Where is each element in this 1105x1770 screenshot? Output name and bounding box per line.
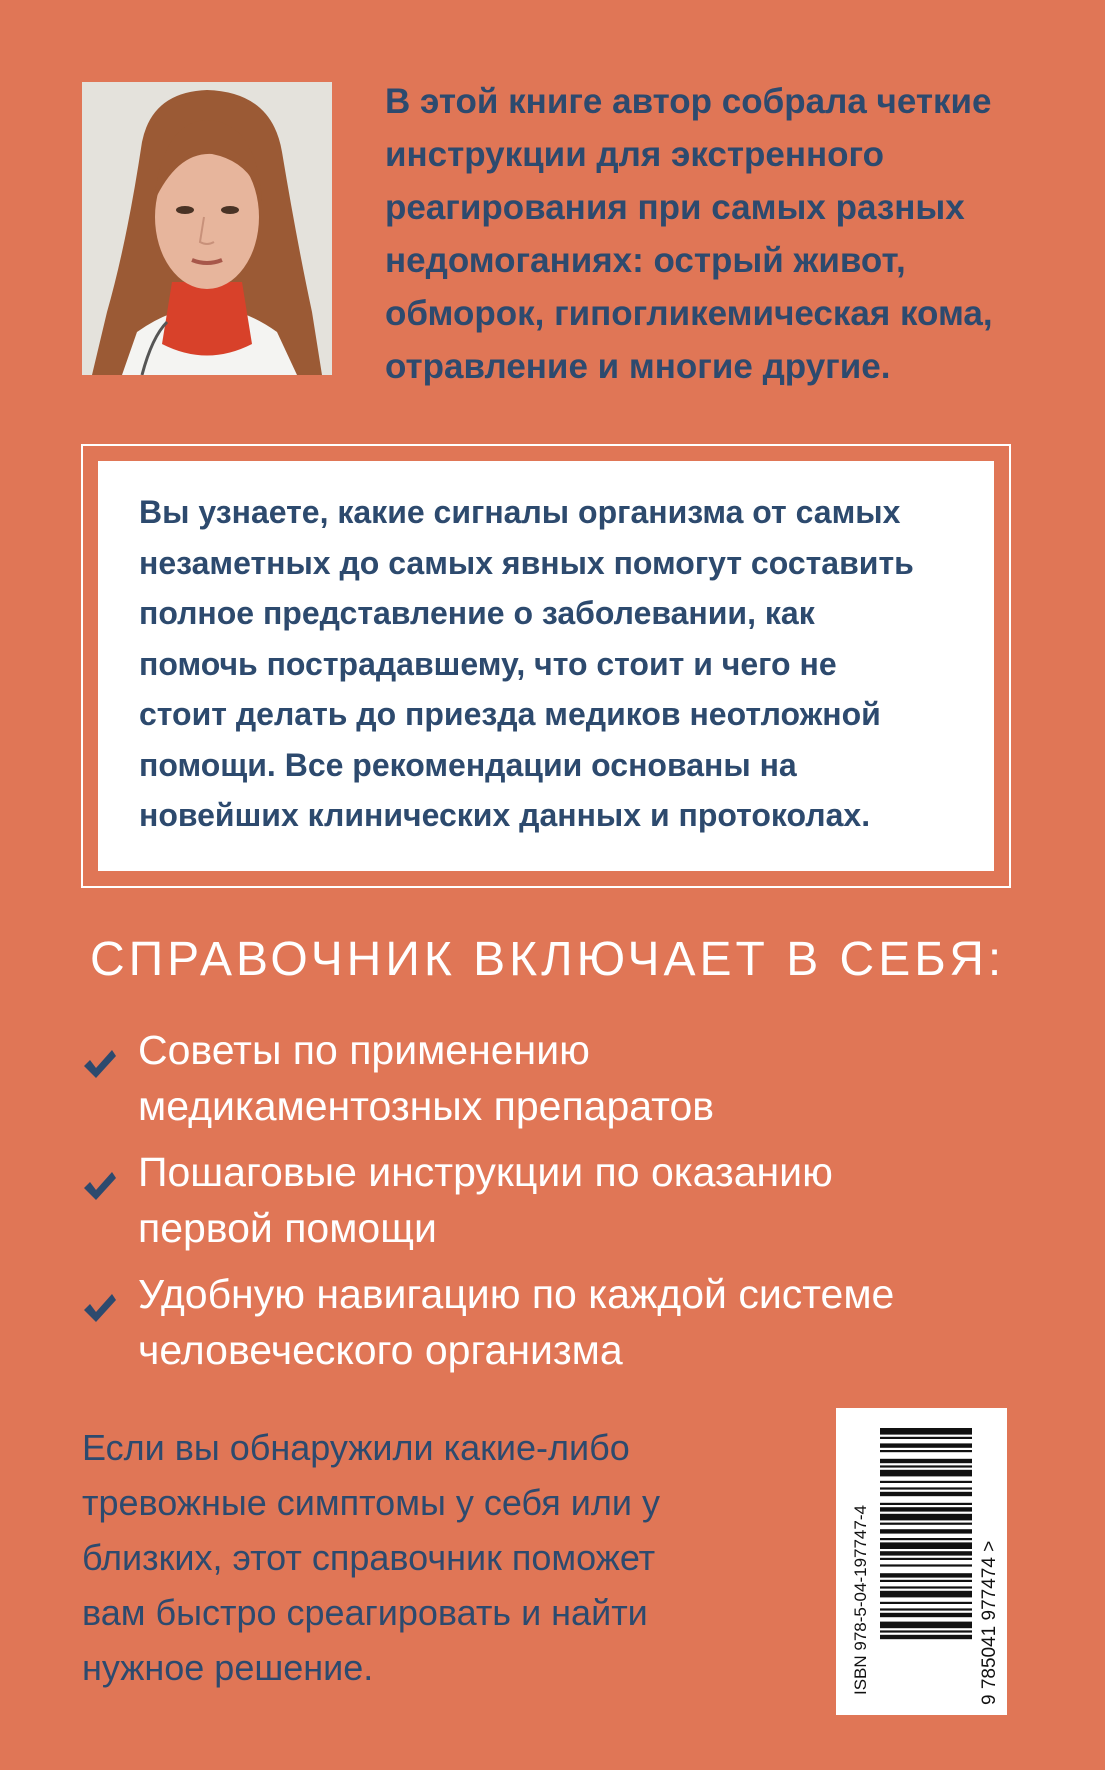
ean-digits: 9 785041 977474 > <box>979 1540 1000 1705</box>
author-photo <box>82 82 332 375</box>
barcode-bar <box>880 1538 972 1540</box>
outro-line: нужное решение. <box>82 1647 374 1688</box>
barcode-bar <box>880 1470 972 1477</box>
intro-line: В этой книге автор собрала четкие <box>385 82 992 121</box>
barcode-bar <box>880 1529 972 1533</box>
isbn-label: ISBN 978-5-04-197747-4 <box>851 1505 870 1695</box>
framed-block-text <box>139 487 979 841</box>
barcode-bar <box>880 1613 972 1617</box>
barcode-bar <box>880 1542 972 1549</box>
includes-list <box>82 1022 1032 1388</box>
barcode-bar <box>880 1437 972 1439</box>
barcode-bar <box>880 1514 972 1521</box>
barcode-bar <box>880 1608 972 1610</box>
barcode-bar <box>880 1443 972 1447</box>
barcode-bar <box>880 1481 972 1483</box>
barcode-bar <box>880 1450 972 1452</box>
outro-line: вам быстро среагировать и найти <box>82 1592 648 1633</box>
barcode-bar <box>880 1630 972 1632</box>
framed-line: Вы узнаете, какие сигналы организма от самых <box>139 494 901 530</box>
barcode-bars <box>880 1428 972 1639</box>
barcode-bar <box>880 1635 972 1639</box>
outro-line: близких, этот справочник поможет <box>82 1537 656 1578</box>
includes-heading: СПРАВОЧНИК ВКЛЮЧАЕТ В СЕБЯ: <box>90 933 1006 986</box>
intro-text <box>385 75 1025 393</box>
checkmark-icon <box>82 1292 118 1324</box>
barcode-bar <box>880 1586 972 1588</box>
barcode-bar <box>880 1507 972 1511</box>
barcode-bar <box>880 1428 972 1435</box>
intro-line: отравление и многие другие. <box>385 347 891 386</box>
framed-line: стоит делать до приезда медиков неотложной <box>139 696 881 732</box>
barcode-bar <box>880 1551 972 1555</box>
framed-line: новейших клинических данных и протоколах. <box>139 797 871 833</box>
author-portrait-image <box>82 82 332 375</box>
barcode-bar <box>880 1602 972 1604</box>
framed-line: незаметных до самых явных помогут составить <box>139 544 914 581</box>
list-item <box>82 1022 1032 1134</box>
barcode-bar <box>880 1523 972 1525</box>
checkmark-icon <box>82 1048 118 1080</box>
framed-line: полное представление о заболевании, как <box>139 595 815 631</box>
intro-line: обморок, гипогликемическая кома, <box>385 294 993 333</box>
intro-line: недомоганиях: острый живот, <box>385 241 906 280</box>
barcode-bar <box>880 1558 972 1560</box>
barcode-bar <box>880 1573 972 1577</box>
barcode-bar <box>880 1591 972 1598</box>
intro-line: инструкции для экстренного <box>385 135 885 174</box>
checkmark-icon <box>82 1170 118 1202</box>
list-item-line: человеческого организма <box>138 1327 623 1373</box>
outro-text <box>82 1420 782 1695</box>
barcode-bar <box>880 1465 972 1467</box>
framed-line: помочь пострадавшему, что стоит и чего не <box>139 645 837 682</box>
list-item-line: медикаментозных препаратов <box>138 1083 715 1129</box>
barcode-bar <box>880 1487 972 1489</box>
barcode-bar <box>880 1580 972 1582</box>
barcode-graphic <box>836 1408 1007 1715</box>
list-item-line: Пошаговые инструкции по оказанию <box>138 1149 833 1195</box>
intro-line: реагирования при самых разных <box>385 188 965 227</box>
barcode <box>836 1408 1007 1715</box>
outro-line: Если вы обнаружили какие-либо <box>82 1427 630 1468</box>
list-item-text <box>138 1022 1032 1134</box>
barcode-bar <box>880 1492 972 1496</box>
list-item-text <box>138 1144 1032 1256</box>
list-item <box>82 1144 1032 1256</box>
barcode-bar <box>880 1459 972 1463</box>
list-item <box>82 1266 1032 1378</box>
list-item-line: Удобную навигацию по каждой системе <box>138 1271 895 1317</box>
barcode-bar <box>880 1622 972 1629</box>
outro-line: тревожные симптомы у себя или у <box>82 1482 660 1523</box>
list-item-text <box>138 1266 1032 1378</box>
list-item-line: первой помощи <box>138 1205 437 1251</box>
barcode-bar <box>880 1564 972 1566</box>
list-item-line: Советы по применению <box>138 1027 590 1073</box>
framed-line: помощи. Все рекомендации основаны на <box>139 746 797 783</box>
barcode-bar <box>880 1503 972 1505</box>
